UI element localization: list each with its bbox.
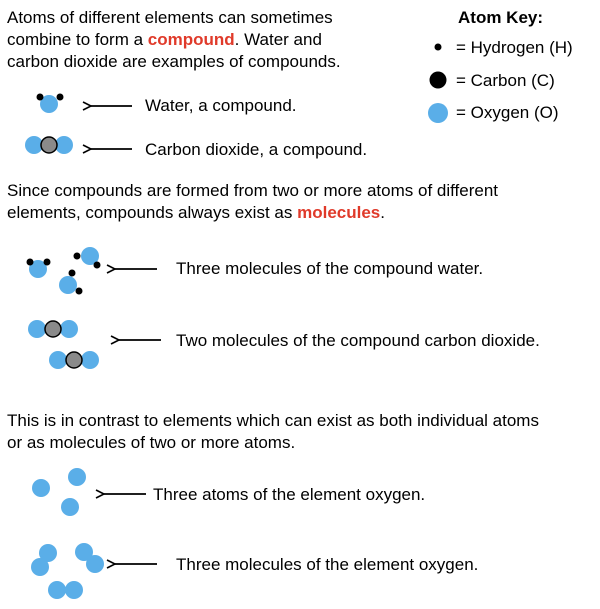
compound-term: compound [147, 30, 235, 49]
middle-line-2-end: . [380, 203, 385, 222]
oxygen-atoms-group [32, 468, 86, 516]
key-hydrogen-label: = Hydrogen (H) [456, 38, 573, 57]
key-symbols [428, 44, 448, 124]
water-molecules-label: Three molecules of the compound water. [176, 259, 484, 278]
intro-line-3: carbon dioxide are examples of compounds. [7, 52, 341, 71]
contrast-line-1: This is in contrast to elements which can exist as both individual atoms [7, 411, 539, 430]
molecules-term: molecules [297, 203, 381, 222]
contrast-line-2: or as molecules of two or more atoms. [7, 433, 296, 452]
co2-example-label: Carbon dioxide, a compound. [145, 140, 368, 159]
arrows [91, 106, 161, 564]
key-oxygen-icon [428, 103, 448, 123]
intro-line-2-text: combine to form a [7, 30, 148, 49]
oxygen-molecules-label: Three molecules of the element oxygen. [176, 555, 479, 574]
co2-molecules-label: Two molecules of the compound carbon dioxide. [176, 331, 540, 350]
co2-example-molecule [25, 136, 73, 154]
oxygen-atoms-label: Three atoms of the element oxygen. [153, 485, 426, 504]
intro-line-1: Atoms of different elements can sometimes [7, 8, 333, 27]
key-hydrogen-icon [435, 44, 442, 51]
key-carbon-icon [430, 72, 447, 89]
oxygen-molecules-group [31, 543, 104, 599]
intro-line-2-end: . Water and [234, 30, 322, 49]
co2-molecules-group [28, 320, 99, 369]
middle-line-1: Since compounds are formed from two or more atoms of different [7, 181, 499, 200]
water-example-molecule [37, 94, 64, 114]
key-oxygen-label: = Oxygen (O) [456, 103, 559, 122]
key-carbon-label: = Carbon (C) [456, 71, 555, 90]
water-molecules-group [27, 247, 101, 295]
middle-line-2-text: elements, compounds always exist as [7, 203, 298, 222]
water-example-label: Water, a compound. [145, 96, 297, 115]
atom-key-title: Atom Key: [458, 8, 544, 27]
